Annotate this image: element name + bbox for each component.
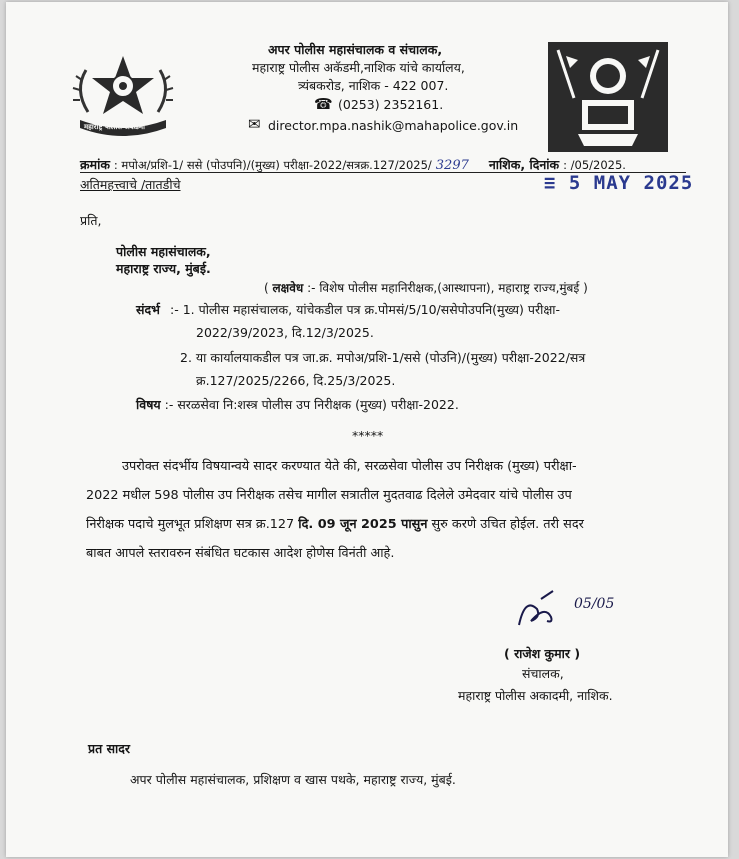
reference-2-line2: क्र.127/2025/2266, दि.25/3/2025. bbox=[196, 373, 396, 388]
letter-page bbox=[6, 2, 728, 857]
header-address: त्र्यंबकरोड, नाशिक - 422 007. bbox=[298, 78, 449, 93]
header-phone: (0253) 2352161. bbox=[338, 97, 444, 112]
reference-2-line1: 2. या कार्यालयाकडील पत्र जा.क्र. मपोअ/प्रशि-1/ससे (पोउनि)/(मुख्य) परीक्षा-2022/सत्र bbox=[180, 350, 586, 365]
signature-date-handwritten: 05/05 bbox=[574, 596, 615, 612]
body-highlight-date: दि. 09 जून 2025 पासुन bbox=[298, 517, 428, 532]
header-email: director.mpa.nashik@mahapolice.gov.in bbox=[268, 118, 519, 133]
place-date-label: नाशिक, दिनांक bbox=[488, 157, 560, 172]
reference-text: : मपोअ/प्रशि-1/ ससे (पोउपनि)/(मुख्य) परीक्षा-2022/सत्रक्र.127/2025/ bbox=[113, 158, 432, 172]
received-date-stamp bbox=[544, 172, 693, 194]
signatory-name: ( राजेश कुमार ) bbox=[504, 646, 581, 661]
signatory-designation: संचालक, bbox=[522, 666, 564, 681]
body-line-1: उपरोक्त संदर्भीय विषयान्वये सादर करण्यात येते की, सरळसेवा पोलीस उप निरीक्षक (मुख्य) परीक्षा- bbox=[122, 459, 577, 474]
stamp-mark-icon: ≡ bbox=[544, 172, 569, 194]
phone-icon: ☎ bbox=[314, 95, 333, 113]
attention-row bbox=[264, 279, 588, 296]
state-seal-icon bbox=[548, 42, 668, 152]
attention-label: लक्षवेध bbox=[272, 281, 304, 295]
reference-1-line2: 2022/39/2023, दि.12/3/2025. bbox=[196, 325, 374, 340]
body-line-4: बाबत आपले स्तरावरुन संबंधित घटकास आदेश होणेस विनंती आहे. bbox=[86, 546, 395, 561]
references-label: संदर्भ bbox=[136, 302, 160, 317]
body-line-3a: निरीक्षक पदाचे मुलभूत प्रशिक्षण सत्र क्र.127 bbox=[86, 517, 299, 532]
addressee-line1: पोलीस महासंचालक, bbox=[116, 244, 211, 259]
header-office-title: अपर पोलीस महासंचालक व संचालक, bbox=[268, 42, 443, 57]
subject-text: :- सरळसेवा नि:शस्त्र पोलीस उप निरीक्षक (मुख्य) परीक्षा-2022. bbox=[164, 397, 459, 412]
body-line-2: 2022 मधील 598 पोलीस उप निरीक्षक तसेच मागील सत्रातील मुदतवाढ दिलेले उमेदवार यांचे पोलीस उप bbox=[86, 488, 572, 503]
body-line-3 bbox=[86, 510, 686, 539]
attention-open: ( bbox=[264, 281, 269, 295]
prati-label: प्रति, bbox=[80, 213, 102, 228]
separator: ***** bbox=[352, 428, 384, 443]
stamp-text: 5 MAY 2025 bbox=[568, 172, 694, 194]
addressee-line2: महाराष्ट्र राज्य, मुंबई. bbox=[116, 261, 211, 276]
urgency-note: अतिमहत्त्वाचे /तातडीचे bbox=[80, 177, 181, 192]
copy-label: प्रत सादर bbox=[88, 741, 131, 756]
reference-1-line1: :- 1. पोलीस महासंचालक, यांचेकडील पत्र क्र.पोमसं/5/10/ससेपोउपनि(मुख्य) परीक्षा- bbox=[170, 302, 561, 317]
signatory-office: महाराष्ट्र पोलीस अकादमी, नाशिक. bbox=[458, 688, 613, 703]
subject-row bbox=[136, 396, 459, 413]
body-line-3c: सुरु करणे उचित होईल. तरी सदर bbox=[427, 517, 584, 532]
reference-number-row bbox=[80, 156, 690, 173]
subject-label: विषय bbox=[136, 397, 161, 412]
date-text: : /05/2025. bbox=[563, 158, 626, 172]
attention-text: :- विशेष पोलीस महानिरीक्षक,(आस्थापना), महाराष्ट्र राज्य,मुंबई ) bbox=[307, 281, 588, 295]
copy-recipient: अपर पोलीस महासंचालक, प्रशिक्षण व खास पथके, महाराष्ट्र राज्य, मुंबई. bbox=[130, 772, 456, 787]
body-paragraph bbox=[86, 452, 686, 568]
reference-label: क्रमांक bbox=[80, 157, 110, 172]
header-office-line: महाराष्ट्र पोलीस अकॅडमी,नाशिक यांचे कार्यालय, bbox=[252, 60, 465, 75]
handwritten-number: 3297 bbox=[435, 158, 469, 173]
emblem-ribbon-text: महाराष्ट्र पोलीस अकॅडमी bbox=[84, 123, 145, 131]
email-icon: ✉ bbox=[248, 115, 261, 133]
